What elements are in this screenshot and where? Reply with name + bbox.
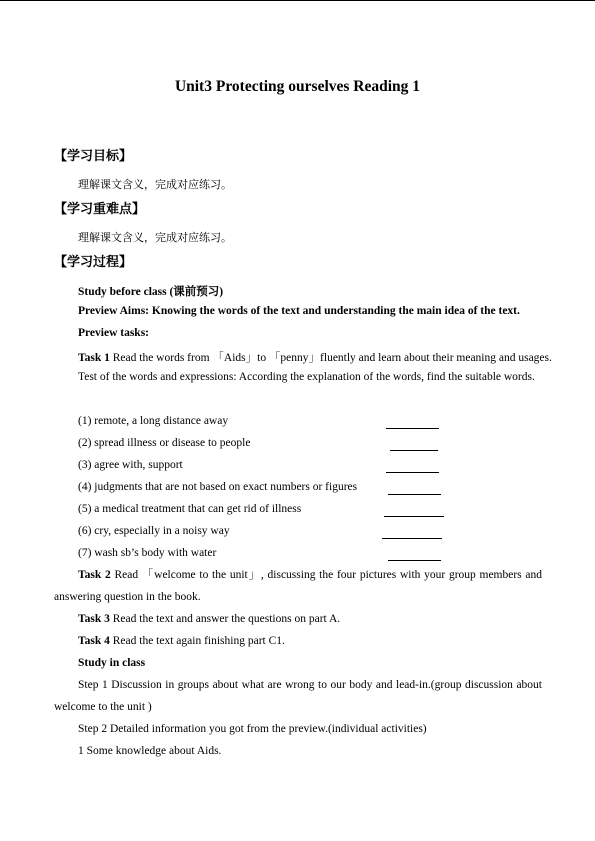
word-item-1: (1) remote, a long distance away	[78, 415, 229, 427]
word-item-6: (6) cry, especially in a noisy way	[78, 525, 230, 537]
objectives-text: 理解课文含义，完成对应练习。	[78, 178, 232, 191]
task-2-text: Read 「welcome to the unit」, discussing the four pictures with your group members and answering question in the book.	[54, 569, 542, 603]
study-in-class-label: Study in class	[78, 657, 146, 669]
aids-point: 1 Some knowledge about Aids.	[78, 745, 222, 757]
page-title: Unit3 Protecting ourselves Reading 1	[174, 78, 421, 95]
step-2: Step 2 Detailed information you got from the preview.(individual activities)	[78, 723, 427, 735]
task-4-label: Task 4	[78, 635, 110, 647]
task-2	[54, 565, 542, 608]
key-points-text: 理解课文含义，完成对应练习。	[78, 231, 232, 244]
top-rule	[0, 0, 595, 1]
answer-blank-5[interactable]	[384, 516, 444, 517]
study-before-label: Study before class (课前预习)	[78, 286, 224, 298]
word-item-4: (4) judgments that are not based on exact numbers or figures	[78, 481, 358, 493]
task-3-label: Task 3	[78, 613, 110, 625]
objectives-heading: 【学习目标】	[54, 149, 133, 164]
answer-blank-2[interactable]	[390, 450, 438, 451]
answer-blank-7[interactable]	[388, 560, 441, 561]
task-1	[78, 349, 552, 365]
answer-blank-6[interactable]	[382, 538, 442, 539]
process-heading: 【学习过程】	[54, 255, 133, 270]
word-item-5: (5) a medical treatment that can get rid of illness	[78, 503, 302, 515]
preview-aims: Preview Aims: Knowing the words of the text and understanding the main idea of the text.	[78, 305, 520, 317]
answer-blank-4[interactable]	[388, 494, 441, 495]
task-3-text: Read the text and answer the questions on part A.	[109, 613, 341, 625]
word-item-7: (7) wash sb’s body with water	[78, 547, 217, 559]
task-3	[78, 613, 340, 625]
task-4-text: Read the text again finishing part C1.	[109, 635, 285, 647]
answer-blank-3[interactable]	[386, 472, 439, 473]
test-instructions: Test of the words and expressions: According the explanation of the words, find the suitable words.	[78, 371, 535, 383]
task-2-label: Task 2	[78, 569, 111, 581]
task-1-text: Read the words from 「Aids」to 「penny」fluently and learn about their meaning and usages.	[109, 352, 552, 364]
step-1: Step 1 Discussion in groups about what are wrong to our body and lead-in.(group discussion about welcome to the unit )	[54, 679, 542, 713]
word-item-2: (2) spread illness or disease to people	[78, 437, 251, 449]
preview-tasks-label: Preview tasks:	[78, 327, 150, 339]
word-item-3: (3) agree with, support	[78, 459, 183, 471]
answer-blank-1[interactable]	[386, 428, 439, 429]
key-points-heading: 【学习重难点】	[54, 202, 146, 217]
task-1-label: Task 1	[78, 352, 110, 364]
task-4	[78, 635, 285, 647]
